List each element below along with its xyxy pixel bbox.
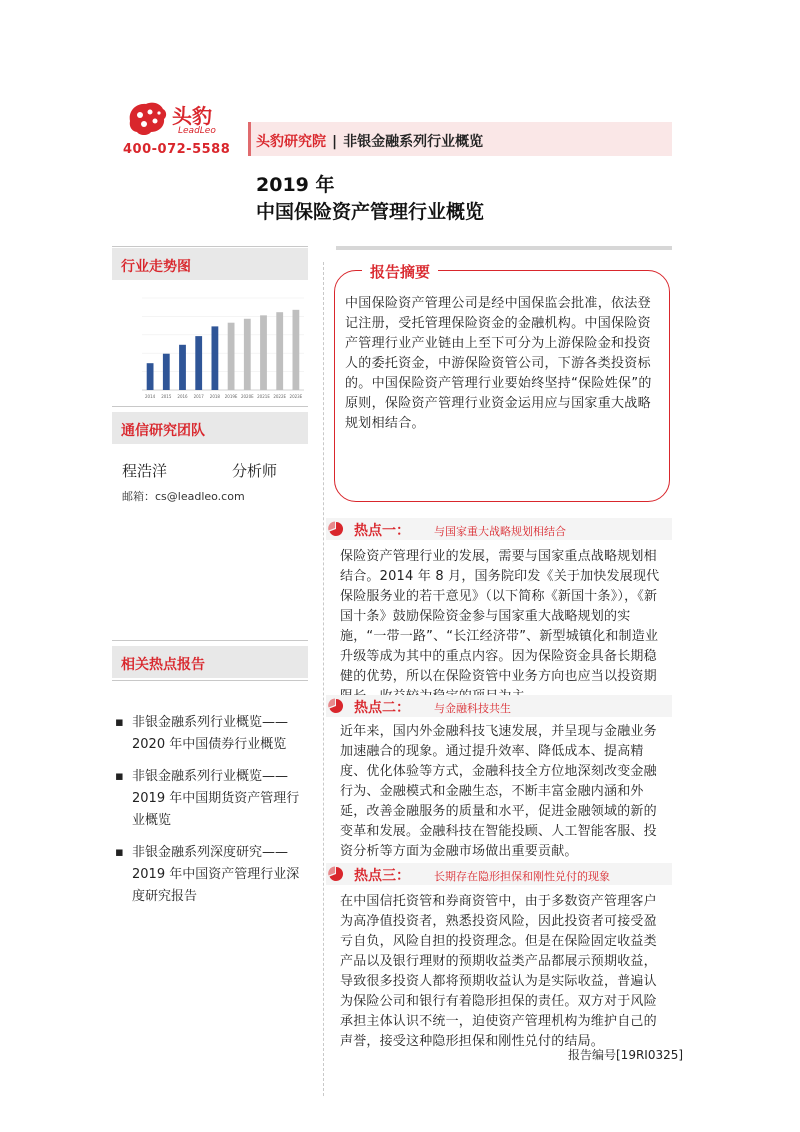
chart-tick-label: 2016 xyxy=(177,394,188,399)
report-number: 报告编号[19RI0325] xyxy=(568,1048,684,1062)
summary-text: 中国保险资产管理公司是经中国保监会批准，依法登记注册，受托管理保险资金的金融机构。中国保险资产管理行业产业链由上至下可分为上游保险金和投资人的委托资金，中游保险资管公司，下游各类投资标的。中国保险资产管理行业要始终坚持“保险姓保”的原则，保险资产管理行业资金运用应与国家重大战略规划相结合。 xyxy=(345,296,652,431)
hotspot-2-subtitle: 与金融科技共生 xyxy=(434,702,511,715)
chart-tick-label: 2021E xyxy=(257,394,270,399)
chart-bar xyxy=(147,363,154,390)
hotspot-1-label: 热点一： xyxy=(354,523,410,539)
hotspot-3-subtitle: 长期存在隐形担保和刚性兑付的现象 xyxy=(434,870,610,883)
pie-icon xyxy=(328,866,344,882)
bullet-icon: ▪ xyxy=(115,715,124,730)
chart-tick-label: 2023E xyxy=(289,394,303,399)
chart-tick-label: 2014 xyxy=(145,394,156,399)
related-heading: 相关热点报告 xyxy=(121,657,205,673)
hotspot-2-label: 热点二： xyxy=(354,700,410,716)
hotspot-1-text: 保险资产管理行业的发展，需要与国家重点战略规划相结合。2014 年 8 月，国务院印发《关于加快发展现代保险服务业的若干意见》（以下简称《新国十条》），《新国十条》鼓励保险资金参与国家重大战略规划的实施，“一带一路”、“长江经济带”、新型城镇化和制造业升级等成为其中的重点内容。因为保险资金具备长期稳健的优势，所以在保险资管中业务方向也应当以投资期 xyxy=(340,549,660,684)
brand-name: 头豹 xyxy=(172,104,212,128)
related-report-link[interactable]: ▪ 非银金融系列深度研究—— 2019 年中国资产管理行业深 度研究报告 xyxy=(112,842,312,908)
contact-phone: 400-072-5588 xyxy=(123,142,231,157)
team-section-header xyxy=(112,412,308,444)
leopard-logo-icon xyxy=(126,99,168,137)
bullet-icon: ▪ xyxy=(115,769,124,784)
chart-bar xyxy=(260,315,267,390)
hotspot-2-bar xyxy=(326,695,672,717)
sidebar-divider xyxy=(112,246,308,247)
column-divider xyxy=(323,262,324,1096)
chart-tick-label: 2015 xyxy=(161,394,172,399)
chart-tick-label: 2018 xyxy=(209,394,220,399)
chart-bar xyxy=(211,326,218,390)
hotspot-3-text: 在中国信托资管和券商资管中，由于多数资产管理客户为高净值投资者，熟悉投资风险，因此投资者可接受盈亏自负，风险自担的投资理念。但是在保险固定收益类产品以及银行理财的预期收益类产品都展示预期收益，导致很多投资人都将预期收益认为是实际收益，普遍认为保险公司和银行有着隐形担保的责任。双方对于风险承担主体认识不统一，迫使资产管理机构为维护自己的声誉，接受这种隐形担保和刚性兑付的结局。 xyxy=(340,894,657,1049)
analyst-name: 程浩洋 xyxy=(122,462,168,480)
industry-trend-chart xyxy=(128,290,308,402)
chart-bar xyxy=(163,354,170,390)
chart-bar xyxy=(195,336,202,390)
chart-tick-label: 2020E xyxy=(240,394,254,399)
pie-icon xyxy=(328,698,344,714)
related-report-link[interactable]: ▪ 非银金融系列行业概览—— 2020 年中国债券行业概览 xyxy=(112,712,312,756)
related-section-header xyxy=(112,646,308,678)
hotspot-1-subtitle: 与国家重大战略规划相结合 xyxy=(434,525,566,538)
related-reports-list xyxy=(112,712,312,918)
trend-section-header xyxy=(112,248,308,280)
hotspot-2-text: 近年来，国内外金融科技飞速发展，并呈现与金融业务加速融合的现象。通过提升效率、降低成本、提高精度、优化体验等方式，金融科技全方位地深刻改变金融行为、金融模式和金融生态，不断丰富金融内涵和外延，改善金融服务的质量和水平，促进金融领域的新的变革和发展。金融科技在智能投顾、人工智能客服、投资分析等方面为金融市场做出重要贡献。 xyxy=(340,724,657,859)
hotspot-3-label: 热点三： xyxy=(354,868,410,884)
report-year: 2019 年 xyxy=(256,174,335,196)
institute-name: 头豹研究院 xyxy=(256,134,326,150)
chart-bar xyxy=(244,319,251,390)
team-heading: 通信研究团队 xyxy=(121,423,205,439)
bullet-icon: ▪ xyxy=(115,845,124,860)
analyst-role: 分析师 xyxy=(232,462,278,480)
sidebar-divider xyxy=(112,640,308,641)
chart-tick-label: 2019E xyxy=(224,394,238,399)
analyst-email: 邮箱：cs@leadleo.com xyxy=(122,490,245,503)
series-name: 非银金融系列行业概览 xyxy=(343,134,484,150)
related-report-link[interactable]: ▪ 非银金融系列行业概览—— 2019 年中国期货资产管理行 业概览 xyxy=(112,766,312,832)
sidebar-divider xyxy=(112,680,308,681)
chart-tick-label: 2017 xyxy=(193,394,204,399)
top-divider xyxy=(336,246,672,250)
chart-bar xyxy=(292,310,299,390)
pie-icon xyxy=(328,521,344,537)
chart-tick-label: 2022E xyxy=(273,394,287,399)
chart-bar xyxy=(228,323,235,390)
chart-bar xyxy=(276,312,283,390)
header-separator: | xyxy=(332,134,338,150)
trend-heading: 行业走势图 xyxy=(121,259,191,275)
brand-english-name: LeadLeo xyxy=(178,126,216,136)
chart-bar xyxy=(179,345,186,390)
hotspot-3-bar xyxy=(326,863,672,885)
header-text xyxy=(256,131,483,151)
summary-title: 报告摘要 xyxy=(362,261,438,282)
sidebar-divider xyxy=(112,406,308,407)
hotspot-1-bar xyxy=(326,518,672,540)
report-title: 中国保险资产管理行业概览 xyxy=(256,201,485,223)
